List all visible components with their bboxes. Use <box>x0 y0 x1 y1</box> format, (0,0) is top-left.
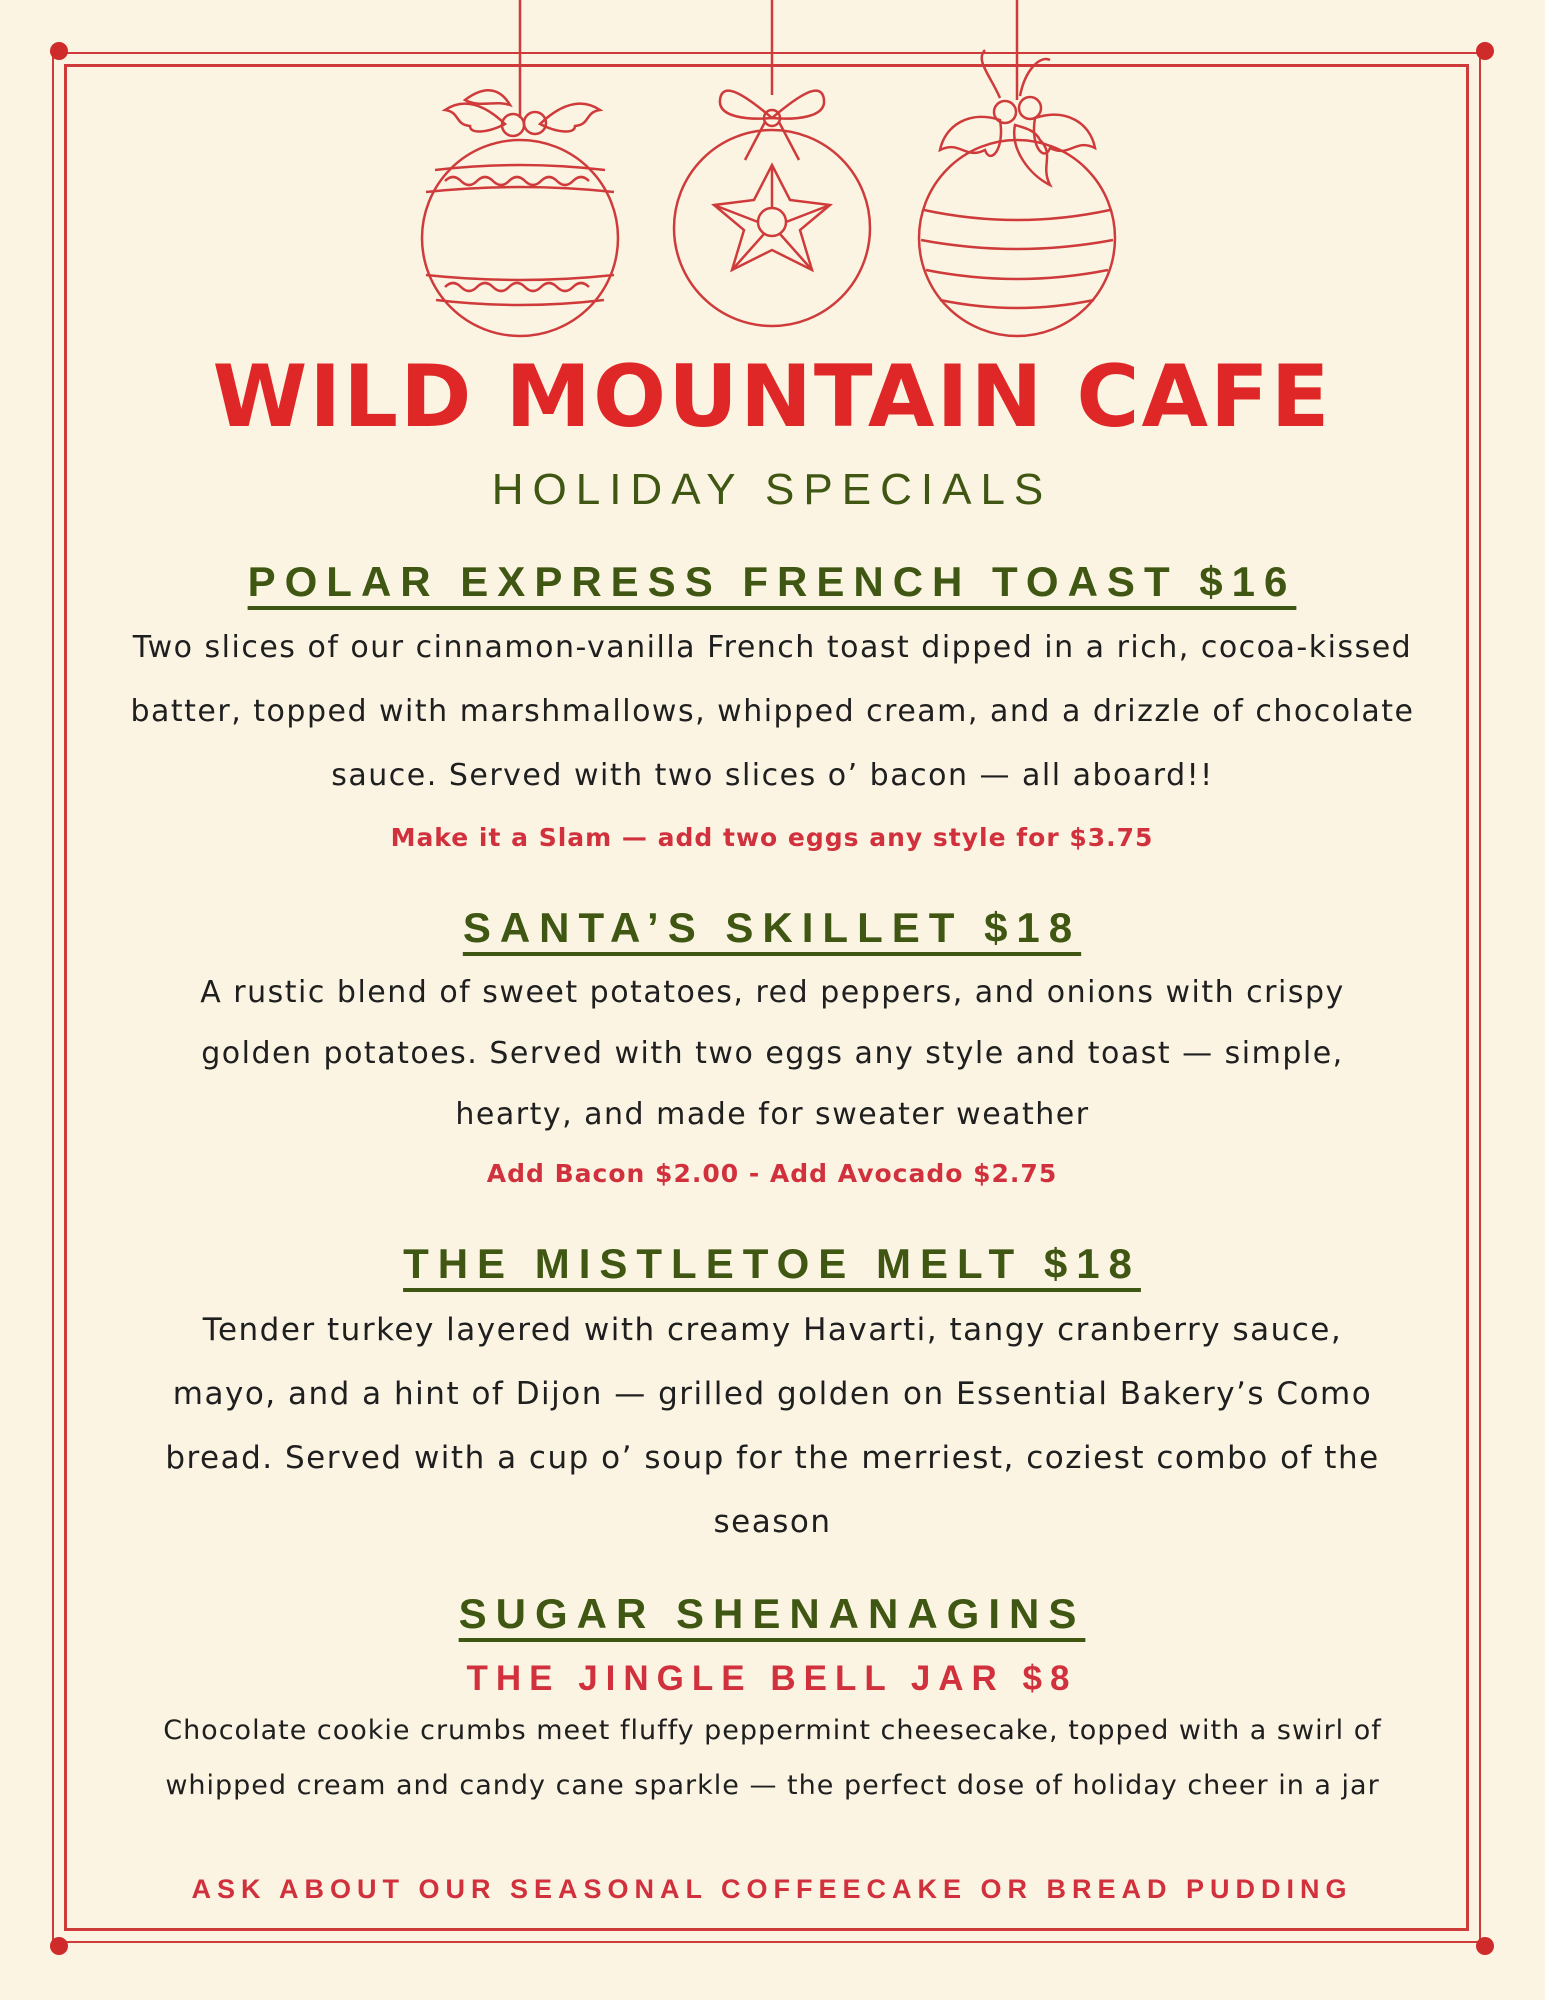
corner-dot-bottom-right <box>1476 1937 1494 1955</box>
item-description: Tender turkey layered with creamy Havarti, tangy cranberry sauce, mayo, and a hint of Dijon — grilled golden on Essential Bakery’s Como bread. Served with a cup o’ soup for the merriest, coziest combo of the season <box>165 1312 1380 1540</box>
item-description: Two slices of our cinnamon-vanilla French toast dipped in a rich, cocoa-kissed batter, topped with marshmallows, whipped cream, and a drizzle of chocolate sauce. Served with two slices o’ bacon — all aboard!! <box>130 630 1415 793</box>
footer-note: ASK ABOUT OUR SEASONAL COFFEECAKE OR BREAD PUDDING <box>191 1874 1353 1904</box>
ornaments-decoration <box>0 0 1545 340</box>
menu-subtitle: HOLIDAY SPECIALS <box>491 465 1053 514</box>
item-addon: Add Bacon $2.00 - Add Avocado $2.75 <box>486 1159 1058 1188</box>
cafe-name: WILD MOUNTAIN CAFE <box>212 347 1332 447</box>
dessert-description: Chocolate cookie crumbs meet fluffy peppermint cheesecake, topped with a swirl of whipped cream and candy cane sparkle — the perfect dose of holiday cheer in a jar <box>163 1715 1382 1801</box>
ornament-ball-striped-icon <box>422 0 618 336</box>
item-description: A rustic blend of sweet potatoes, red peppers, and onions with crispy golden potatoes. Served with two eggs any style and toast — simple, hearty, and made for sweater weather <box>200 975 1345 1132</box>
item-title: POLAR EXPRESS FRENCH TOAST $16 <box>247 558 1297 605</box>
item-addon: Make it a Slam — add two eggs any style for $3.75 <box>390 823 1154 852</box>
item-title: THE MISTLETOE MELT $18 <box>403 1240 1141 1287</box>
ornament-ball-poinsettia-icon <box>674 0 870 326</box>
corner-dot-bottom-left <box>50 1937 68 1955</box>
dessert-section-title: SUGAR SHENANAGINS <box>458 1590 1086 1637</box>
dessert-item-title: THE JINGLE BELL JAR $8 <box>466 1659 1078 1698</box>
ornament-ball-holly-icon <box>919 0 1115 336</box>
item-title: SANTA’S SKILLET $18 <box>462 904 1082 951</box>
